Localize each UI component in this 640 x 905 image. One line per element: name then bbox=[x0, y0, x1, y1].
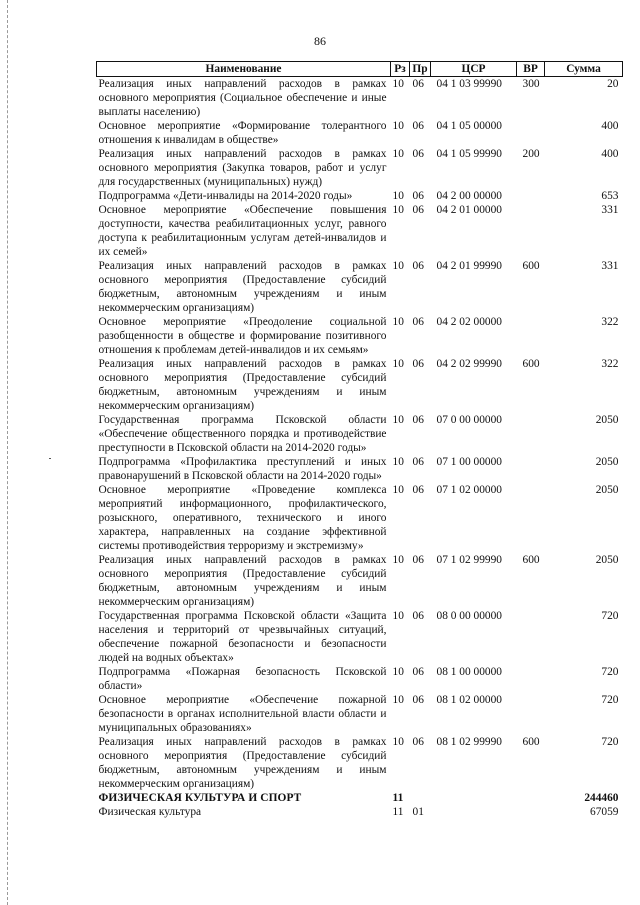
header-vr: ВР bbox=[517, 62, 545, 77]
row-sum-cell: 244460 bbox=[584, 792, 619, 804]
row-pr-cell: 06 bbox=[412, 666, 424, 678]
row-vr-cell bbox=[517, 455, 545, 483]
table-row bbox=[97, 553, 623, 609]
table-row bbox=[97, 805, 623, 819]
table-row bbox=[97, 203, 623, 259]
row-sum-cell: 331 bbox=[601, 260, 619, 272]
row-csr-cell: 04 2 00 00000 bbox=[436, 190, 502, 202]
row-rz-cell: 10 bbox=[392, 316, 404, 328]
budget-table bbox=[96, 61, 623, 819]
row-vr-cell: 600 bbox=[522, 260, 540, 272]
row-name-cell: Основное мероприятие «Обеспечение повышения доступности, качества реабилитационных услуг, равного доступа к реабилитационным услугам детей-инвалидов и их семей» bbox=[98, 204, 387, 258]
row-pr-cell: 06 bbox=[412, 694, 424, 706]
row-sum-cell: 720 bbox=[601, 736, 619, 748]
row-rz-cell: 10 bbox=[392, 120, 404, 132]
table-row bbox=[97, 413, 623, 455]
row-sum-cell: 67059 bbox=[590, 806, 619, 818]
row-vr-cell bbox=[517, 791, 545, 805]
header-sum: Сумма bbox=[545, 62, 623, 77]
row-vr-cell: 300 bbox=[522, 78, 540, 90]
row-csr-cell: 04 2 01 00000 bbox=[436, 204, 502, 216]
page-edge-line bbox=[7, 0, 8, 905]
row-sum-cell: 2050 bbox=[595, 414, 619, 426]
row-name-cell: Государственная программа Псковской области «Защита населения и территорий от чрезвычайных ситуаций, обеспечение пожарной безопасности и безопасности людей на водных объектах» bbox=[98, 610, 387, 664]
row-name-cell: Реализация иных направлений расходов в рамках основного мероприятия (Закупка товаров, работ и услуг для государственных (муниципальных) нужд) bbox=[98, 148, 387, 188]
table-row bbox=[97, 665, 623, 693]
row-rz-cell: 10 bbox=[392, 204, 404, 216]
row-vr-cell: 200 bbox=[522, 148, 540, 160]
row-rz-cell: 10 bbox=[392, 190, 404, 202]
row-rz-cell: 10 bbox=[392, 148, 404, 160]
row-pr-cell: 06 bbox=[412, 414, 424, 426]
row-vr-cell bbox=[517, 413, 545, 455]
row-pr-cell: 01 bbox=[412, 806, 424, 818]
table-row bbox=[97, 147, 623, 189]
row-vr-cell bbox=[517, 483, 545, 553]
row-vr-cell bbox=[517, 189, 545, 203]
table-header-row bbox=[97, 62, 623, 77]
table-body bbox=[97, 77, 623, 820]
row-rz-cell: 11 bbox=[392, 792, 404, 804]
row-sum-cell: 2050 bbox=[595, 456, 619, 468]
row-name-cell: Подпрограмма «Профилактика преступлений и иных правонарушений в Псковской области на 2014-2020 годы» bbox=[98, 456, 387, 482]
row-vr-cell bbox=[517, 609, 545, 665]
row-pr-cell: 06 bbox=[412, 260, 424, 272]
table-row bbox=[97, 189, 623, 203]
row-rz-cell: 10 bbox=[392, 358, 404, 370]
row-sum-cell: 720 bbox=[601, 610, 619, 622]
row-sum-cell: 653 bbox=[601, 190, 619, 202]
row-name-cell: Подпрограмма «Пожарная безопасность Псковской области» bbox=[98, 666, 387, 692]
header-rz: Рз bbox=[391, 62, 410, 77]
row-name-cell: Основное мероприятие «Обеспечение пожарной безопасности в органах исполнительной власти области и муниципальных образованиях» bbox=[98, 694, 387, 734]
row-csr-cell: 08 1 00 00000 bbox=[436, 666, 502, 678]
page-number: 86 bbox=[314, 34, 326, 48]
row-name-cell: Основное мероприятие «Формирование толерантного отношения к инвалидам в обществе» bbox=[98, 120, 387, 146]
row-csr-cell bbox=[431, 805, 517, 819]
row-name-cell: Реализация иных направлений расходов в рамках основного мероприятия (Социальное обеспечение и иные выплаты населению) bbox=[98, 78, 387, 118]
row-vr-cell bbox=[517, 805, 545, 819]
table-row bbox=[97, 455, 623, 483]
row-csr-cell: 07 0 00 00000 bbox=[436, 414, 502, 426]
row-pr-cell: 06 bbox=[412, 78, 424, 90]
row-rz-cell: 10 bbox=[392, 554, 404, 566]
row-vr-cell bbox=[517, 693, 545, 735]
row-csr-cell: 07 1 02 00000 bbox=[436, 484, 502, 496]
table-row bbox=[97, 119, 623, 147]
row-rz-cell: 10 bbox=[392, 666, 404, 678]
row-sum-cell: 322 bbox=[601, 358, 619, 370]
row-rz-cell: 10 bbox=[392, 736, 404, 748]
table-row bbox=[97, 315, 623, 357]
row-name-cell: Реализация иных направлений расходов в рамках основного мероприятия (Предоставление субсидий бюджетным, автономным учреждениям и иным некоммерческим организациям) bbox=[98, 736, 387, 790]
table-row bbox=[97, 735, 623, 791]
row-name-cell: Реализация иных направлений расходов в рамках основного мероприятия (Предоставление субсидий бюджетным, автономным учреждениям и иным некоммерческим организациям) bbox=[98, 260, 387, 314]
row-rz-cell: 10 bbox=[392, 260, 404, 272]
row-pr-cell: 06 bbox=[412, 120, 424, 132]
row-csr-cell: 04 2 02 99990 bbox=[436, 358, 502, 370]
row-csr-cell: 04 1 03 99990 bbox=[436, 78, 502, 90]
edge-mark bbox=[49, 458, 51, 459]
row-csr-cell: 07 1 00 00000 bbox=[436, 456, 502, 468]
row-name-cell: ФИЗИЧЕСКАЯ КУЛЬТУРА И СПОРТ bbox=[98, 792, 302, 804]
table-row bbox=[97, 483, 623, 553]
row-sum-cell: 2050 bbox=[595, 484, 619, 496]
row-pr-cell bbox=[410, 791, 431, 805]
header-csr: ЦСР bbox=[431, 62, 517, 77]
row-vr-cell bbox=[517, 119, 545, 147]
row-pr-cell: 06 bbox=[412, 148, 424, 160]
row-rz-cell: 10 bbox=[392, 456, 404, 468]
row-csr-cell: 08 0 00 00000 bbox=[436, 610, 502, 622]
row-vr-cell: 600 bbox=[522, 554, 540, 566]
row-sum-cell: 720 bbox=[601, 694, 619, 706]
table-row bbox=[97, 693, 623, 735]
row-vr-cell bbox=[517, 665, 545, 693]
row-vr-cell bbox=[517, 203, 545, 259]
row-name-cell: Реализация иных направлений расходов в рамках основного мероприятия (Предоставление субсидий бюджетным, автономным учреждениям и иным некоммерческим организациям) bbox=[98, 554, 387, 608]
row-name-cell: Государственная программа Псковской области «Обеспечение общественного порядка и противодействие преступности в Псковской области на 2014-2020 годы» bbox=[98, 414, 387, 454]
table-row bbox=[97, 791, 623, 805]
row-csr-cell bbox=[431, 791, 517, 805]
row-csr-cell: 08 1 02 00000 bbox=[436, 694, 502, 706]
row-pr-cell: 06 bbox=[412, 204, 424, 216]
table-row bbox=[97, 357, 623, 413]
row-rz-cell: 10 bbox=[392, 610, 404, 622]
row-rz-cell: 10 bbox=[392, 694, 404, 706]
row-pr-cell: 06 bbox=[412, 358, 424, 370]
row-name-cell: Подпрограмма «Дети-инвалиды на 2014-2020 годы» bbox=[98, 190, 353, 202]
row-rz-cell: 10 bbox=[392, 78, 404, 90]
header-pr: Пр bbox=[410, 62, 431, 77]
row-name-cell: Реализация иных направлений расходов в рамках основного мероприятия (Предоставление субсидий бюджетным, автономным учреждениям и иным некоммерческим организациям) bbox=[98, 358, 387, 412]
row-name-cell: Физическая культура bbox=[98, 806, 202, 818]
row-pr-cell: 06 bbox=[412, 316, 424, 328]
row-name-cell: Основное мероприятие «Преодоление социальной разобщенности в обществе и формирование позитивного отношения к проблемам детей-инвалидов и их семьям» bbox=[98, 316, 387, 356]
table-row bbox=[97, 609, 623, 665]
row-pr-cell: 06 bbox=[412, 456, 424, 468]
row-csr-cell: 08 1 02 99990 bbox=[436, 736, 502, 748]
row-sum-cell: 400 bbox=[601, 120, 619, 132]
row-pr-cell: 06 bbox=[412, 736, 424, 748]
row-rz-cell: 10 bbox=[392, 484, 404, 496]
table-row bbox=[97, 77, 623, 120]
row-sum-cell: 400 bbox=[601, 148, 619, 160]
row-rz-cell: 11 bbox=[392, 806, 404, 818]
row-name-cell: Основное мероприятие «Проведение комплекса мероприятий информационного, профилактического, розыскного, оперативного, технического и иного характера, направленных на создание эффективной системы противодействия терроризму и экстремизму» bbox=[98, 484, 387, 552]
row-rz-cell: 10 bbox=[392, 414, 404, 426]
row-sum-cell: 331 bbox=[601, 204, 619, 216]
row-sum-cell: 720 bbox=[601, 666, 619, 678]
row-csr-cell: 04 2 01 99990 bbox=[436, 260, 502, 272]
row-csr-cell: 04 1 05 00000 bbox=[436, 120, 502, 132]
row-pr-cell: 06 bbox=[412, 484, 424, 496]
row-csr-cell: 04 1 05 99990 bbox=[436, 148, 502, 160]
row-vr-cell: 600 bbox=[522, 736, 540, 748]
row-pr-cell: 06 bbox=[412, 554, 424, 566]
row-sum-cell: 20 bbox=[607, 78, 619, 90]
row-csr-cell: 07 1 02 99990 bbox=[436, 554, 502, 566]
table-row bbox=[97, 259, 623, 315]
row-sum-cell: 322 bbox=[601, 316, 619, 328]
row-vr-cell bbox=[517, 315, 545, 357]
row-csr-cell: 04 2 02 00000 bbox=[436, 316, 502, 328]
row-sum-cell: 2050 bbox=[595, 554, 619, 566]
row-pr-cell: 06 bbox=[412, 610, 424, 622]
row-pr-cell: 06 bbox=[412, 190, 424, 202]
row-vr-cell: 600 bbox=[522, 358, 540, 370]
header-name: Наименование bbox=[97, 62, 391, 77]
